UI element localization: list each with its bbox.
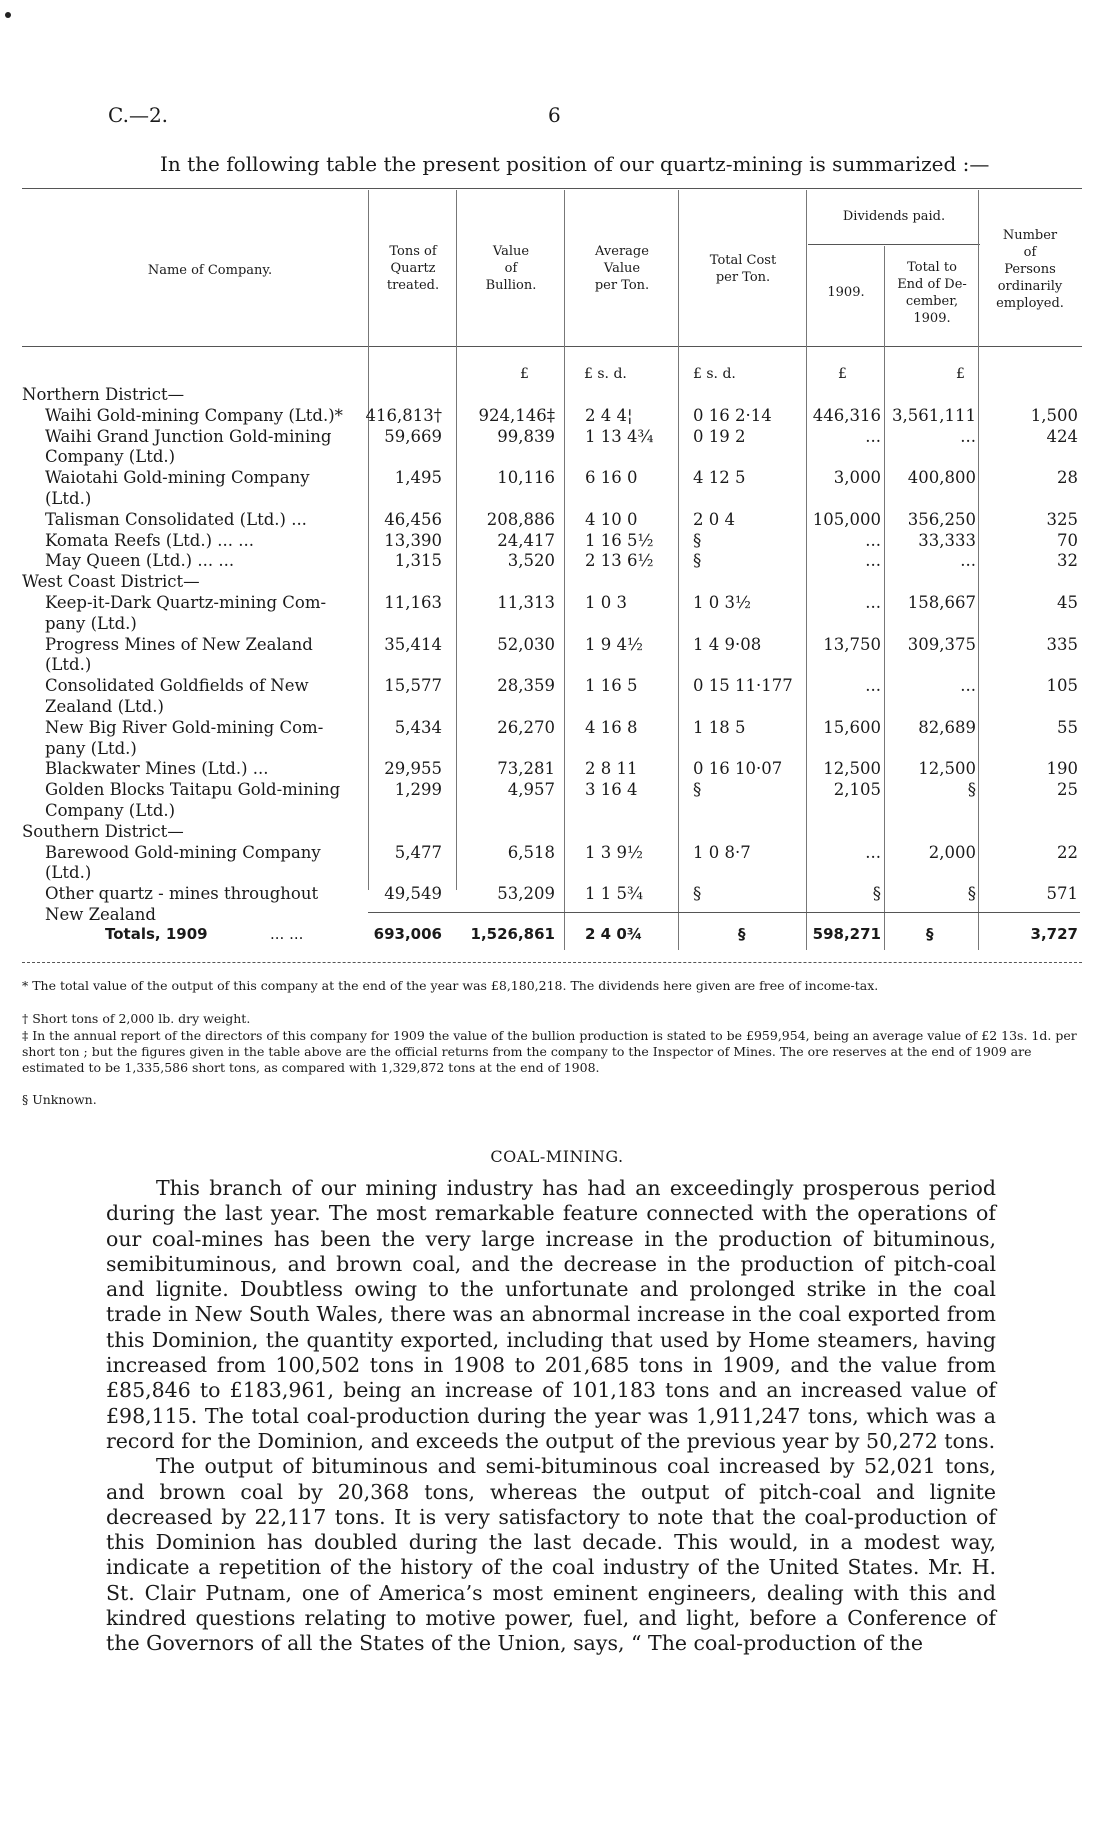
company-name: Other quartz - mines throughout xyxy=(45,884,319,904)
company-name: Waiotahi Gold-mining Company xyxy=(45,468,310,488)
header-line: Number xyxy=(1002,228,1058,243)
paragraph: This branch of our mining industry has had an exceedingly prosperous period during the last year. The most remarkable feature connected with the operations of our coal-mines has been the very large increase in the production of bituminous, semibituminous, and brown coal, and the decrease in the production of pitch-coal and lignite. Doubtless owing to the unfortunate and prolonged strike in the coal trade in New South Wales, there was an abnormal increase in the coal exported from this Dominion, the quantity exported, including that used by Home steamers, having increased from 100,502 tons in 1908 to 201,685 tons in 1909, and the value from £85,846 to £183,961, being an increase of 101,183 tons and an increased value of £98,115. The total coal-production during the year was 1,911,247 tons, which was a record for the Dominion, and exceeds the output of the previous year by 50,272 tons. xyxy=(106,1176,996,1453)
table-row xyxy=(0,780,1114,800)
table-row-continuation xyxy=(0,697,1114,717)
dividend-total-cell: § xyxy=(967,780,976,800)
table-intro: In the following table the present position of our quartz-mining is summarized :— xyxy=(160,152,990,176)
table-row xyxy=(0,531,1114,551)
value-cell: 24,417 xyxy=(497,530,555,550)
average-cell: 1 1 5¾ xyxy=(585,884,643,904)
unit-cost: £ s. d. xyxy=(693,366,736,382)
persons-cell: 32 xyxy=(1057,551,1078,571)
company-name: Blackwater Mines (Ltd.) ... xyxy=(45,759,269,779)
units-row xyxy=(0,364,1114,384)
footnote-1: * The total value of the output of this company at the end of the year was £8,180,218. The dividends here given are free of income-tax. xyxy=(22,978,879,993)
company-name: Waihi Grand Junction Gold-mining xyxy=(45,426,332,446)
dividend-total-cell: 12,500 xyxy=(918,759,976,779)
tons-cell: 416,813† xyxy=(365,405,442,425)
section-heading: COAL-MINING. xyxy=(490,1147,624,1166)
company-name: Northern District— xyxy=(22,385,185,404)
dividend-total-cell: 2,000 xyxy=(928,842,976,862)
footnote-2: † Short tons of 2,000 lb. dry weight. xyxy=(22,1011,251,1026)
average-cell: 4 10 0 xyxy=(585,509,638,529)
company-name: Talisman Consolidated (Ltd.) ... xyxy=(45,509,307,529)
district-row xyxy=(0,572,1114,592)
dividend-total-cell: 82,689 xyxy=(918,717,976,737)
table-row-continuation xyxy=(0,489,1114,509)
header-line: per Ton. xyxy=(594,278,650,293)
unit-div1909: £ xyxy=(838,366,847,382)
company-name: Southern District— xyxy=(22,821,184,841)
header-line: Tons of xyxy=(389,244,437,259)
header-line: of xyxy=(1023,245,1037,260)
tons-cell: 11,163 xyxy=(384,593,442,612)
persons-cell: 424 xyxy=(1046,426,1078,446)
cost-cell: § xyxy=(693,551,702,571)
header-cost xyxy=(680,252,806,286)
company-name: Company (Ltd.) xyxy=(45,801,176,820)
header-dividends: Dividends paid. xyxy=(842,209,946,224)
totals-div1909: 598,271 xyxy=(812,925,881,943)
persons-cell: 1,500 xyxy=(1030,405,1078,425)
average-cell: 2 13 6½ xyxy=(585,551,654,571)
dividend-total-cell: 309,375 xyxy=(907,634,976,654)
dividend-1909-cell: § xyxy=(872,884,881,904)
header-tons xyxy=(370,243,456,294)
dividend-1909-cell: 105,000 xyxy=(812,509,881,529)
district-row xyxy=(0,385,1114,405)
company-name: May Queen (Ltd.) ... ... xyxy=(45,551,235,571)
persons-cell: 190 xyxy=(1046,759,1078,779)
header-line: Value xyxy=(603,261,641,276)
persons-cell: 55 xyxy=(1057,717,1078,737)
table-row-continuation xyxy=(0,863,1114,883)
dividend-total-cell: 400,800 xyxy=(907,468,976,488)
paragraph: The output of bituminous and semi-bituminous coal increased by 52,021 tons, and brown coal by 20,368 tons, whereas the output of pitch-coal and lignite decreased by 22,117 tons. It is very satisfactory to note that the coal-production of this Dominion has doubled during the last decade. This would, in a modest way, indicate a repetition of the history of the coal industry of the United States. Mr. H. St. Clair Putnam, one of America’s most eminent engineers, dealing with this and kindred questions relating to motive power, fuel, and light, before a Conference of the Governors of all the States of the Union, says, “ The coal-production of the xyxy=(106,1454,996,1656)
value-cell: 99,839 xyxy=(497,426,555,446)
totals-cost: § xyxy=(738,925,746,943)
value-cell: 53,209 xyxy=(497,884,555,904)
dividends-rule xyxy=(808,244,980,245)
table-row xyxy=(0,676,1114,696)
header-line: Quartz xyxy=(390,261,436,276)
totals-label: Totals, 1909 xyxy=(105,925,208,943)
header-average xyxy=(566,243,678,294)
value-cell: 10,116 xyxy=(497,468,555,488)
table-row-continuation xyxy=(0,655,1114,675)
table-row xyxy=(0,406,1114,426)
table-row-continuation xyxy=(0,739,1114,759)
dividend-1909-cell: ... xyxy=(865,593,881,612)
tons-cell: 1,315 xyxy=(394,551,442,571)
table-row xyxy=(0,759,1114,779)
dividend-total-cell: 158,667 xyxy=(907,593,976,612)
cost-cell: § xyxy=(693,530,702,550)
persons-cell: 105 xyxy=(1046,676,1078,696)
value-cell: 4,957 xyxy=(507,780,555,800)
company-name: (Ltd.) xyxy=(45,655,92,675)
totals-divtotal: § xyxy=(926,925,934,943)
company-name: Waihi Gold-mining Company (Ltd.)* xyxy=(45,405,343,425)
unit-divtotal: £ xyxy=(956,366,965,382)
value-cell: 208,886 xyxy=(486,509,555,529)
tons-cell: 59,669 xyxy=(384,426,442,446)
value-cell: 6,518 xyxy=(507,842,555,862)
dividend-1909-cell: ... xyxy=(865,551,881,571)
totals-dots: ... ... xyxy=(270,925,304,943)
dividend-total-cell: 356,250 xyxy=(907,509,976,529)
persons-cell: 70 xyxy=(1057,530,1078,550)
cost-cell: 1 0 3½ xyxy=(693,593,751,612)
tons-cell: 35,414 xyxy=(384,634,442,654)
tons-cell: 1,495 xyxy=(394,468,442,488)
table-row-continuation xyxy=(0,614,1114,634)
table-row xyxy=(0,843,1114,863)
company-name: Zealand (Ltd.) xyxy=(45,697,164,716)
average-cell: 3 16 4 xyxy=(585,780,638,800)
totals-persons: 3,727 xyxy=(1030,925,1078,943)
cost-cell: 0 19 2 xyxy=(693,426,746,446)
unit-avg: £ s. d. xyxy=(584,366,627,382)
value-cell: 924,146‡ xyxy=(478,405,555,425)
table-row-continuation xyxy=(0,801,1114,821)
persons-cell: 45 xyxy=(1057,593,1078,612)
cost-cell: 1 4 9·08 xyxy=(693,634,762,654)
dividend-total-cell: 3,561,111 xyxy=(892,405,976,425)
header-line: of xyxy=(504,261,518,276)
cost-cell: 1 18 5 xyxy=(693,717,746,737)
tons-cell: 5,477 xyxy=(394,842,442,862)
company-name: (Ltd.) xyxy=(45,489,92,508)
table-row xyxy=(0,427,1114,447)
header-line: per Ton. xyxy=(715,270,771,285)
header-line: Persons xyxy=(1004,262,1056,277)
value-cell: 3,520 xyxy=(507,551,555,571)
table-row-continuation xyxy=(0,447,1114,467)
average-cell: 1 9 4½ xyxy=(585,634,643,654)
company-name: West Coast District— xyxy=(22,572,200,592)
totals-avg: 2 4 0¾ xyxy=(585,925,643,943)
totals-value: 1,526,861 xyxy=(470,925,555,943)
company-name: Company (Ltd.) xyxy=(45,447,176,467)
dividend-1909-cell: ... xyxy=(865,426,881,446)
tons-cell: 46,456 xyxy=(384,509,442,529)
tons-cell: 15,577 xyxy=(384,676,442,696)
average-cell: 1 0 3 xyxy=(585,593,627,612)
table-row xyxy=(0,468,1114,488)
company-name: Golden Blocks Taitapu Gold-mining xyxy=(45,780,341,800)
table-row xyxy=(0,593,1114,613)
company-name: New Zealand xyxy=(45,905,156,924)
dividend-1909-cell: 446,316 xyxy=(812,405,881,425)
cost-cell: 0 15 11·177 xyxy=(693,676,793,696)
company-name: pany (Ltd.) xyxy=(45,613,137,633)
cost-cell: 2 0 4 xyxy=(693,509,735,529)
footnote-4: § Unknown. xyxy=(22,1092,97,1107)
persons-cell: 28 xyxy=(1057,468,1078,488)
document-code: C.—2. xyxy=(108,103,169,127)
dividend-total-cell: ... xyxy=(960,676,976,696)
dividend-1909-cell: ... xyxy=(865,676,881,696)
persons-cell: 571 xyxy=(1046,884,1078,904)
header-line: Value xyxy=(492,244,530,259)
company-name: pany (Ltd.) xyxy=(45,738,137,758)
header-line: End of De- xyxy=(897,277,967,292)
header-line: Bullion. xyxy=(485,278,537,293)
cost-cell: 4 12 5 xyxy=(693,468,746,488)
cost-cell: § xyxy=(693,780,702,800)
persons-cell: 335 xyxy=(1046,634,1078,654)
header-line: treated. xyxy=(386,278,440,293)
value-cell: 28,359 xyxy=(497,676,555,696)
average-cell: 6 16 0 xyxy=(585,468,638,488)
table-row xyxy=(0,884,1114,904)
header-dividends-total xyxy=(886,259,978,327)
header-company-name: Name of Company. xyxy=(147,263,273,278)
tons-cell: 13,390 xyxy=(384,530,442,550)
cost-cell: 1 0 8·7 xyxy=(693,842,751,862)
dividend-total-cell: 33,333 xyxy=(918,530,976,550)
dividend-1909-cell: 2,105 xyxy=(833,780,881,800)
persons-cell: 22 xyxy=(1057,842,1078,862)
value-cell: 26,270 xyxy=(497,717,555,737)
average-cell: 2 8 11 xyxy=(585,759,638,779)
header-dividends-1909: 1909. xyxy=(827,285,865,300)
table-top-rule xyxy=(22,188,1082,189)
dividend-1909-cell: 12,500 xyxy=(823,759,881,779)
dividend-total-cell: § xyxy=(967,884,976,904)
dividend-1909-cell: ... xyxy=(865,842,881,862)
page-number: 6 xyxy=(548,103,561,127)
dividend-1909-cell: ... xyxy=(865,530,881,550)
coal-text xyxy=(106,1176,996,1657)
tons-cell: 49,549 xyxy=(384,884,442,904)
header-value xyxy=(458,243,564,294)
table-row-continuation xyxy=(0,905,1114,925)
header-line: Total to xyxy=(907,260,957,275)
district-row xyxy=(0,822,1114,842)
totals-top-rule xyxy=(368,912,1080,913)
table-row xyxy=(0,635,1114,655)
average-cell: 4 16 8 xyxy=(585,717,638,737)
persons-cell: 325 xyxy=(1046,509,1078,529)
tons-cell: 1,299 xyxy=(394,780,442,800)
cost-cell: 0 16 2·14 xyxy=(693,405,772,425)
cost-cell: § xyxy=(693,884,702,904)
company-name: New Big River Gold-mining Com- xyxy=(45,717,324,737)
header-line: Average xyxy=(595,244,649,259)
company-name: (Ltd.) xyxy=(45,863,92,883)
value-cell: 11,313 xyxy=(497,593,555,612)
cost-cell: 0 16 10·07 xyxy=(693,759,783,779)
value-cell: 73,281 xyxy=(497,759,555,779)
footnote-3: ‡ In the annual report of the directors of this company for 1909 the value of the bullion production is stated to be £959,954, being an average value of £2 13s. 1d. per short ton ; but the figures given in the table above are the official returns from the company to the Inspector of Mines. The ore reserves at the end of 1909 are estimated to be 1,335,586 short tons, as compared with 1,329,872 tons at the end of 1908. xyxy=(22,1028,1077,1075)
table-row xyxy=(0,551,1114,571)
value-cell: 52,030 xyxy=(497,634,555,654)
tons-cell: 29,955 xyxy=(384,759,442,779)
company-name: Consolidated Goldfields of New xyxy=(45,676,309,696)
table-bottom-rule xyxy=(22,962,1082,963)
header-line: ordinarily xyxy=(997,279,1063,294)
table-row xyxy=(0,718,1114,738)
company-name: Komata Reefs (Ltd.) ... ... xyxy=(45,530,255,550)
persons-cell: 25 xyxy=(1057,780,1078,800)
header-line: Total Cost xyxy=(709,253,777,268)
header-line: 1909. xyxy=(913,311,951,326)
header-line: cember, xyxy=(905,294,959,309)
average-cell: 1 13 4¾ xyxy=(585,426,654,446)
unit-value: £ xyxy=(520,366,529,382)
average-cell: 1 16 5 xyxy=(585,676,638,696)
company-name: Barewood Gold-mining Company xyxy=(45,842,321,862)
company-name: Keep-it-Dark Quartz-mining Com- xyxy=(45,593,327,612)
dividend-1909-cell: 15,600 xyxy=(823,717,881,737)
header-persons xyxy=(980,227,1080,312)
scan-speck xyxy=(5,12,11,18)
dividend-1909-cell: 13,750 xyxy=(823,634,881,654)
header-line: employed. xyxy=(996,296,1064,311)
average-cell: 1 3 9½ xyxy=(585,842,643,862)
tons-cell: 5,434 xyxy=(394,717,442,737)
company-name: Progress Mines of New Zealand xyxy=(45,634,313,654)
dividend-1909-cell: 3,000 xyxy=(833,468,881,488)
dividend-total-cell: ... xyxy=(960,551,976,571)
totals-row xyxy=(0,924,1114,944)
table-row xyxy=(0,510,1114,530)
header-bottom-rule xyxy=(22,346,1082,347)
average-cell: 1 16 5½ xyxy=(585,530,654,550)
average-cell: 2 4 4¦ xyxy=(585,405,633,425)
totals-tons: 693,006 xyxy=(373,925,442,943)
dividend-total-cell: ... xyxy=(960,426,976,446)
